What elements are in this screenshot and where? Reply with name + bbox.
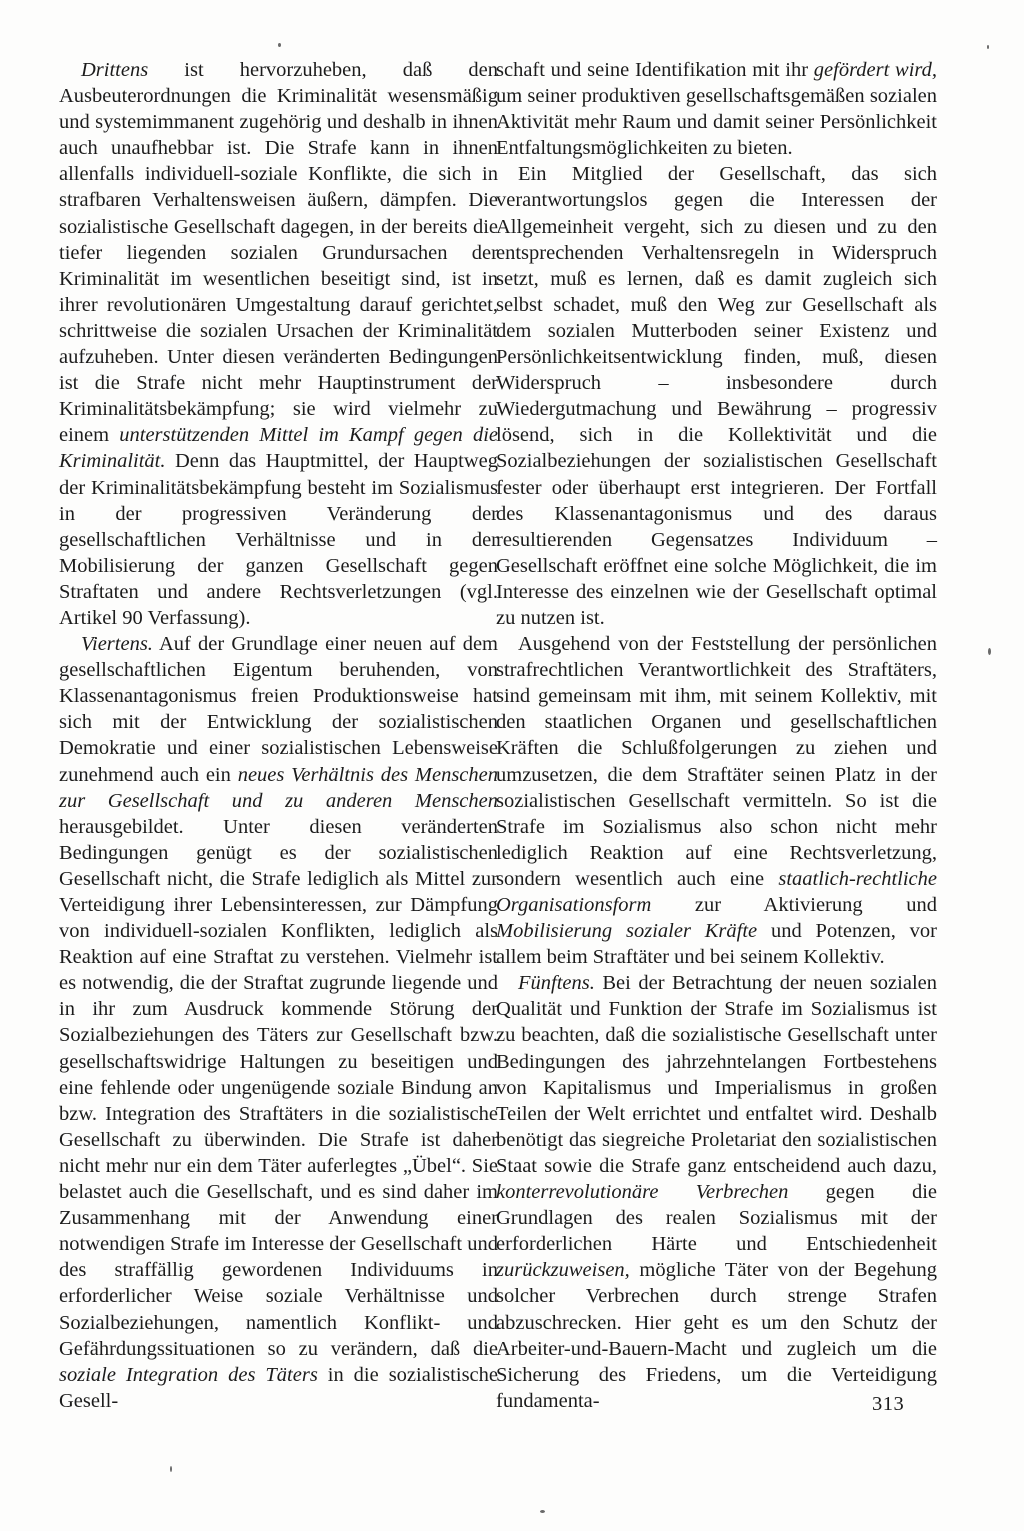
left-text-column: [59, 57, 498, 1414]
page-number: 313: [872, 1393, 905, 1415]
emphasized-text: soziale Integration des Täters: [59, 1363, 318, 1386]
scan-speck: [278, 43, 281, 47]
text-run: und Potenzen, vor allem beim Straftäter und bei seinem Kollektiv.: [496, 920, 937, 969]
paragraph: [496, 631, 937, 970]
text-run: mögliche Täter von der Begehung solcher Verbrechen durch strenge Strafen abzuschrecken. Hier geht es um den Schutz der Arbeiter-und-Bauern-Macht und zugleich um die Sicherung des Friedens, um die Verteidigung fundamenta-: [496, 1259, 937, 1412]
scan-speck: [988, 648, 991, 655]
paragraph: [496, 57, 937, 161]
text-run: Ausgehend von der Feststellung der persönlichen strafrechtlichen Verantwortlichkeit des Straftäters, sind gemeinsam mit ihm, mit seinem Kollektiv, mit den staatlichen Organen und gesellschaftlichen Kräften die Schlußfolgerungen zu ziehen und umzusetzen, die dem Straftäter seinen Platz in der sozialistischen Gesellschaft vermitteln. So ist die Strafe im Sozialismus also schon nicht mehr lediglich Reaktion auf eine Rechtsverletzung, sondern wesentlich auch eine: [496, 633, 937, 890]
scan-speck: [170, 1466, 172, 1472]
text-run: ist hervorzuheben, daß den Ausbeuterordnungen die Kriminalität wesensmäßig und systemimmanent zugehörig und deshalb in ihnen auch unaufhebbar ist. Die Strafe kann in ihnen allenfalls individuell-soziale Konflikte, die sich in strafbaren Verhaltensweisen äußern, dämpfen. Die sozialistische Gesellschaft dagegen, in der bereits die tiefer liegenden sozialen Grundursachen der Kriminalität im wesentlichen beseitigt sind, ist in ihrer revolutionären Umgestaltung darauf gerichtet, schrittweise die sozialen Ursachen der Kriminalität aufzuheben. Unter diesen veränderten Bedingungen ist die Strafe nicht mehr Hauptinstrument der Kriminalitätsbekämpfung; sie wird vielmehr zu einem: [59, 59, 498, 447]
scan-speck: [540, 1510, 545, 1513]
right-text-column: [496, 57, 937, 1414]
text-run: Denn das Hauptmittel, der Hauptweg der Kriminalitätsbekämpfung besteht im Sozialismus in der progressiven Veränderung der gesellschaftlichen Verhältnisse und in der Mobilisierung der ganzen Gesellschaft gegen Straftaten und andere Rechtsverletzungen (vgl. Artikel 90 Verfassung).: [59, 450, 498, 629]
text-run: Bei der Betrachtung der neuen sozialen Qualität und Funktion der Strafe im Sozialismus ist zu beachten, daß die sozialistische Gesellschaft unter Bedingungen des jahrzehntelangen Fortbestehens von Kapitalismus und Imperialismus in großen Teilen der Welt errichtet und entfaltet wird. Deshalb benötigt das siegreiche Proletariat den sozialistischen Staat sowie die Strafe ganz entscheidend auch dazu,: [496, 972, 937, 1177]
emphasized-text: neues Verhältnis des Menschen zur Gesellschaft und zu anderen Menschen: [59, 763, 499, 812]
text-run: zur Aktivierung und: [651, 894, 937, 916]
text-run: gegen die Grundlagen des realen Sozialismus mit der erforderlichen Härte und Entschiedenheit: [496, 1181, 937, 1256]
emphasized-text: Mobilisierung sozialer Kräfte: [496, 920, 758, 943]
scan-speck: [987, 45, 989, 49]
emphasized-text: zurückzuweisen,: [496, 1259, 630, 1282]
emphasized-text: Fünftens.: [518, 972, 595, 995]
text-run: in die sozialistische Gesell-: [59, 1363, 498, 1412]
emphasized-text: staatlich-rechtliche Organisationsform: [496, 867, 937, 916]
emphasized-text: gefördert wird,: [813, 59, 937, 81]
emphasized-text: Viertens.: [81, 633, 153, 656]
paragraph: [59, 631, 498, 1414]
text-run: herausgebildet. Unter diesen veränderten Bedingungen genügt es der sozialistischen Gesellschaft nicht, die Strafe lediglich als Mittel zur Verteidigung ihrer Lebensinteressen, zur Dämpfung von individuell-sozialen Konflikten, lediglich als Reaktion auf eine Straftat zu verstehen. Vielmehr ist es notwendig, die der Straftat zugrunde liegende und in ihr zum Ausdruck kommende Störung der Sozialbeziehungen des Täters zur Gesellschaft bzw. gesellschaftswidrige Haltungen zu beseitigen und eine fehlende oder ungenügende soziale Bindung an bzw. Integration des Straftäters in die sozialistische Gesellschaft zu überwinden. Die Strafe ist daher nicht mehr nur ein dem Täter auferlegtes „Übel“. Sie belastet auch die Gesellschaft, und es sind daher im Zusammenhang mit der Anwendung einer notwendigen Strafe im Interesse der Gesellschaft und des straffällig gewordenen Individuums in erforderlicher Weise soziale Verhältnisse und Sozialbeziehungen, namentlich Konflikt- und Gefährdungssituationen so zu verändern, daß die: [59, 815, 498, 1360]
emphasized-text: Drittens: [81, 59, 149, 81]
emphasized-text: konterrevolutionäre Verbrechen: [496, 1181, 789, 1204]
text-run: schaft und seine Identifikation mit ihr: [496, 59, 814, 81]
text-run: Ein Mitglied der Gesellschaft, das sich verantwortungslos gegen die Interessen der Allgemeinheit vergeht, sich zu diesen und zu den entsprechenden Verhaltensregeln in Widerspruch setzt, muß es lernen, daß es damit zugleich sich selbst schadet, muß den Weg zur Gesellschaft als dem sozialen Mutterboden seiner Existenz und Persönlichkeitsentwicklung finden, muß, diesen Widerspruch – insbesondere durch Wiedergutmachung und Bewährung – progressiv lösend, sich in die Kollektivität und die Sozialbeziehungen der sozialistischen Gesellschaft fester oder überhaupt erst integrieren. Der Fortfall des Klassenantagonismus und des daraus resultierenden Gegensatzes Individuum – Gesellschaft eröffnet eine solche Möglichkeit, die im Interesse des einzelnen wie der Gesellschaft optimal zu nutzen ist.: [496, 163, 937, 629]
paragraph: [59, 57, 498, 631]
paragraph: [496, 161, 937, 631]
paragraph: [496, 970, 937, 1414]
emphasized-text: unterstützenden Mittel im Kampf gegen die Kriminalität.: [59, 424, 498, 473]
text-run: um seiner produktiven gesellschaftsgemäßen sozialen Aktivität mehr Raum und damit seiner Persönlichkeit Entfaltungsmöglichkeiten zu bieten.: [496, 85, 937, 160]
text-run: Auf der Grundlage einer neuen auf dem gesellschaftlichen Eigentum beruhenden, von Klassenantagonismus freien Produktionsweise hat sich mit der Entwicklung der sozialistischen Demokratie und einer sozialistischen Lebensweise zunehmend auch ein: [59, 633, 498, 786]
